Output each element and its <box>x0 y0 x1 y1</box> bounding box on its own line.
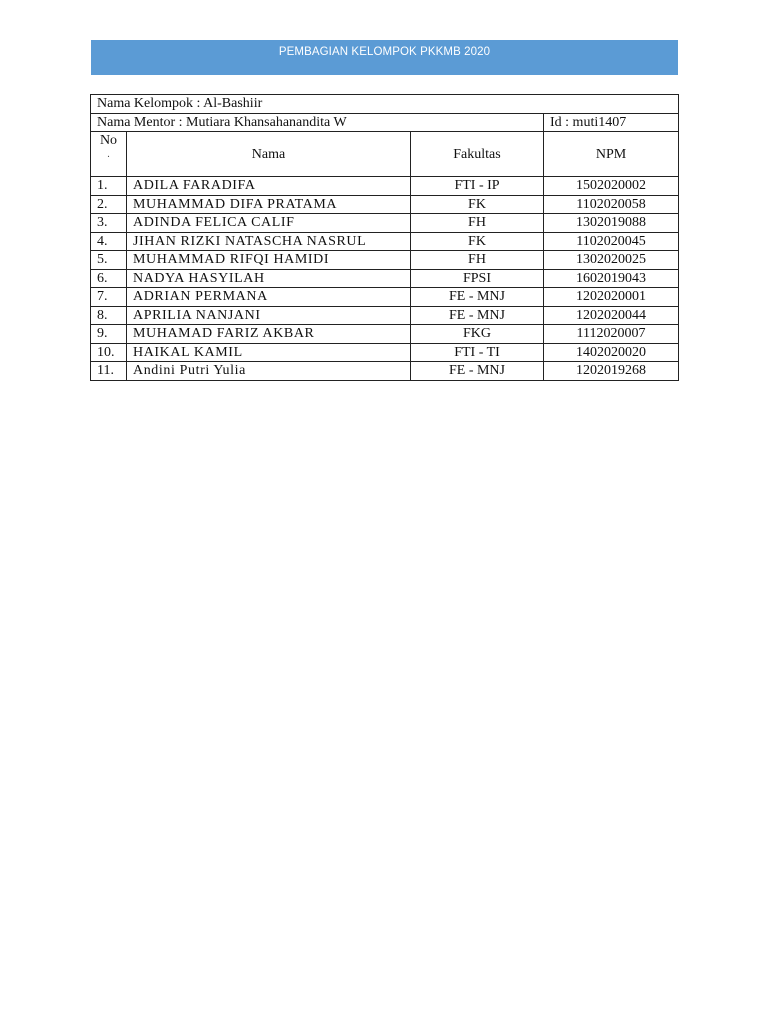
member-npm: 1502020002 <box>544 177 679 196</box>
row-number: 2. <box>91 195 127 214</box>
table-row <box>91 232 679 251</box>
group-name: Nama Kelompok : Al-Bashiir <box>91 95 679 114</box>
row-number: 4. <box>91 232 127 251</box>
member-name: Andini Putri Yulia <box>127 362 411 381</box>
member-npm: 1202020001 <box>544 288 679 307</box>
member-name: JIHAN RIZKI NATASCHA NASRUL <box>127 232 411 251</box>
header-npm: NPM <box>544 132 679 177</box>
member-npm: 1302019088 <box>544 214 679 233</box>
member-faculty: FTI - TI <box>411 343 544 362</box>
header-no-label: No <box>99 133 118 148</box>
table-row <box>91 214 679 233</box>
table-row <box>91 177 679 196</box>
member-npm: 1302020025 <box>544 251 679 270</box>
member-faculty: FE - MNJ <box>411 362 544 381</box>
row-number: 7. <box>91 288 127 307</box>
row-number: 9. <box>91 325 127 344</box>
row-number: 3. <box>91 214 127 233</box>
member-faculty: FK <box>411 195 544 214</box>
row-number: 5. <box>91 251 127 270</box>
member-npm: 1602019043 <box>544 269 679 288</box>
group-table <box>90 94 679 381</box>
member-name: ADRIAN PERMANA <box>127 288 411 307</box>
table-row <box>91 251 679 270</box>
group-table-body <box>91 95 679 381</box>
mentor-id: Id : muti1407 <box>544 113 679 132</box>
member-faculty: FKG <box>411 325 544 344</box>
row-number: 10. <box>91 343 127 362</box>
table-row <box>91 343 679 362</box>
row-number: 1. <box>91 177 127 196</box>
member-npm: 1202019268 <box>544 362 679 381</box>
table-row <box>91 195 679 214</box>
member-faculty: FH <box>411 251 544 270</box>
member-faculty: FPSI <box>411 269 544 288</box>
table-row <box>91 362 679 381</box>
member-faculty: FE - MNJ <box>411 288 544 307</box>
table-header-row <box>91 132 679 177</box>
mentor-row <box>91 113 679 132</box>
header-no <box>91 132 127 177</box>
row-number: 8. <box>91 306 127 325</box>
member-npm: 1102020045 <box>544 232 679 251</box>
table-row <box>91 325 679 344</box>
member-name: APRILIA NANJANI <box>127 306 411 325</box>
member-name: NADYA HASYILAH <box>127 269 411 288</box>
header-no-dot: . <box>107 149 110 160</box>
table-row <box>91 306 679 325</box>
table-row <box>91 269 679 288</box>
mentor-name: Nama Mentor : Mutiara Khansahanandita W <box>91 113 544 132</box>
row-number: 11. <box>91 362 127 381</box>
member-name: MUHAMMAD DIFA PRATAMA <box>127 195 411 214</box>
document-title: PEMBAGIAN KELOMPOK PKKMB 2020 <box>91 40 678 75</box>
member-npm: 1102020058 <box>544 195 679 214</box>
member-name: MUHAMAD FARIZ AKBAR <box>127 325 411 344</box>
member-name: ADILA FARADIFA <box>127 177 411 196</box>
member-npm: 1112020007 <box>544 325 679 344</box>
group-name-row <box>91 95 679 114</box>
member-faculty: FH <box>411 214 544 233</box>
header-fakultas: Fakultas <box>411 132 544 177</box>
member-name: HAIKAL KAMIL <box>127 343 411 362</box>
member-name: ADINDA FELICA CALIF <box>127 214 411 233</box>
row-number: 6. <box>91 269 127 288</box>
header-nama: Nama <box>127 132 411 177</box>
member-name: MUHAMMAD RIFQI HAMIDI <box>127 251 411 270</box>
member-npm: 1202020044 <box>544 306 679 325</box>
member-faculty: FK <box>411 232 544 251</box>
member-npm: 1402020020 <box>544 343 679 362</box>
member-faculty: FTI - IP <box>411 177 544 196</box>
table-row <box>91 288 679 307</box>
member-faculty: FE - MNJ <box>411 306 544 325</box>
